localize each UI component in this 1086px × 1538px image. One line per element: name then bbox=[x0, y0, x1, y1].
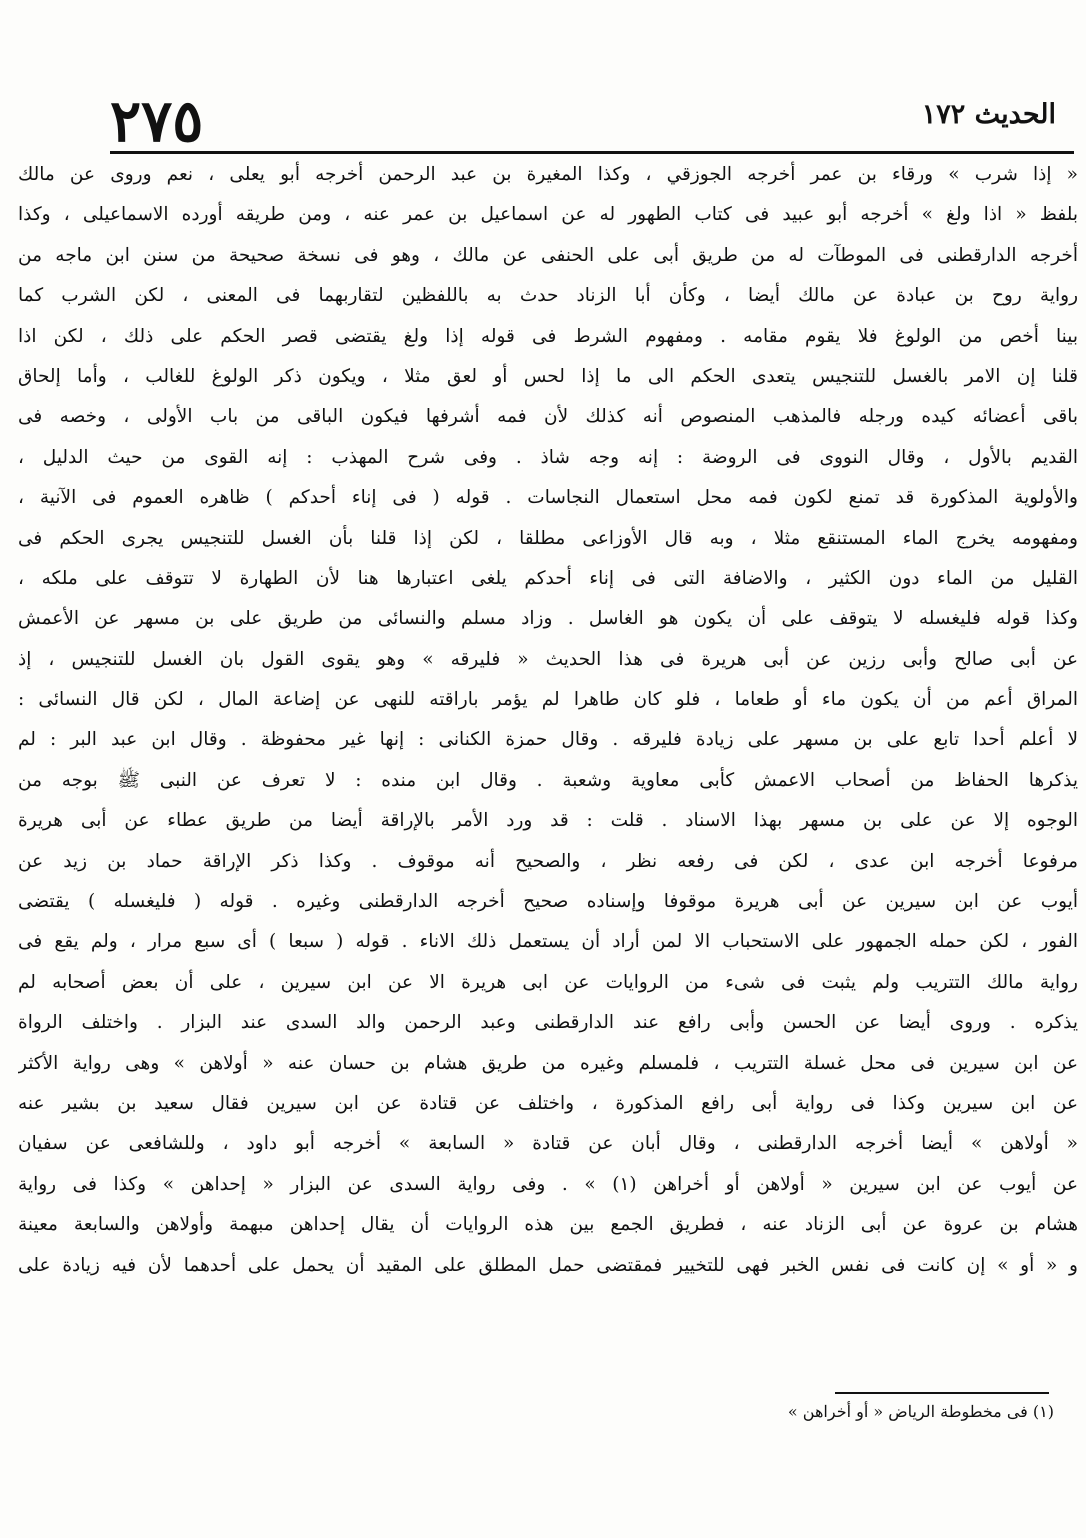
text-line: القديم بالأول ، وقال النووى فى الروضة : إنه وجه شاذ . وفى شرح المهذب : إنه القوى من حيث الدليل ، bbox=[18, 446, 1078, 468]
text-line: و « أو » إن كانت فى نفس الخبر فهى للتخيير فمقتضى حمل المطلق على المقيد أن يحمل على أحدهما لأن فيه زيادة على bbox=[18, 1254, 1078, 1276]
text-line: الفور ، لكن حمله الجمهور على الاستحباب الا لمن أراد أن يستعمل ذلك الاناء . قوله ( سبعا ) أى سبع مرار ، ولم يقع فى bbox=[18, 931, 1078, 953]
text-line: بلفظ « اذا ولغ » أخرجه أبو عبيد فى كتاب الطهور له عن اسماعيل بن عمر عنه ، ومن طريقه أورده الاسماعيلى ، وكذا bbox=[18, 204, 1078, 226]
text-line: عن ابن سيرين وكذا فى رواية أبى رافع المذكورة ، واختلف عن قتادة عن ابن سيرين فقال سعيد بن بشير عنه bbox=[18, 1092, 1078, 1114]
text-line: القليل من الماء دون الكثير ، والاضافة التى فى إناء أحدكم يلغى اعتبارها هنا لأن الطهارة لا تتوقف على ملكه ، bbox=[18, 567, 1078, 589]
text-line: عن أيوب عن ابن سيرين « أولاهن أو أخراهن (١) » . وفى رواية السدى عن البزار « إحداهن » وكذا فى رواية bbox=[18, 1173, 1078, 1195]
text-line: عن ابن سيرين فى محل غسلة التتريب ، فلمسلم وغيره من طريق هشام بن حسان عنه « أولاهن » وهى رواية الأكثر bbox=[18, 1052, 1078, 1074]
page-header bbox=[110, 80, 1056, 155]
text-line: عن أبى صالح وأبى رزين عن أبى هريرة فى هذا الحديث « فليرقه » وهو يقوى القول بان الغسل للتنجيس ، إذ bbox=[18, 648, 1078, 670]
text-line: رواية روح بن عبادة عن مالك أيضا ، وكأن أبا الزناد حدث به باللفظين لتقاربهما فى المعنى ، لكن الشرب كما bbox=[18, 285, 1078, 307]
text-line: وكذا قوله فليغسله لا يتوقف على أن يكون هو الغاسل . وزاد مسلم والنسائى من طريق على بن مسهر عن الأعمش bbox=[18, 608, 1078, 630]
text-line: مرفوعا أخرجه ابن عدى ، لكن فى رفعه نظر ، والصحيح أنه موقوف . وكذا ذكر الإراقة حماد بن زيد عن bbox=[18, 850, 1078, 872]
text-line: يذكره . وروى أيضا عن الحسن وأبى رافع عند الدارقطنى وعبد الرحمن والد السدى عند البزار . واختلف الرواة bbox=[18, 1012, 1078, 1034]
text-line: يذكرها الحفاظ من أصحاب الاعمش كأبى معاوية وشعبة . وقال ابن منده : لا تعرف عن النبى ﷺ بوجه من bbox=[18, 769, 1078, 791]
header-divider bbox=[110, 151, 1074, 154]
text-line: والأولوية المذكورة قد تمنع لكون فمه محل استعمال النجاسات . قوله ( فى إناء أحدكم ) ظاهره العموم فى الآنية ، bbox=[18, 487, 1078, 509]
main-text bbox=[18, 155, 1078, 1286]
text-line: « إذا شرب » ورقاء بن عمر أخرجه الجوزقي ، وكذا المغيرة بن عبد الرحمن أخرجه أبو يعلى ، نعم وروى عن مالك bbox=[18, 164, 1078, 185]
running-head: الحديث ١٧٢ bbox=[921, 99, 1056, 130]
text-line: أخرجه الدارقطنى فى الموطآت له من طريق أبى على الحنفى عن مالك ، وهو فى نسخة صحيحة من سنن ابن ماجه من bbox=[18, 244, 1078, 266]
text-line: باقى أعضائه كيده ورجله فالمذهب المنصوص أنه كذلك لأن فمه أشرفها فيكون الباقى من باب الأولى ، وخصه فى bbox=[18, 406, 1078, 428]
text-line: أيوب عن ابن سيرين عن أبى هريرة موقوفا وإسناده صحيح أخرجه الدارقطنى وغيره . قوله ( فليغسله ) يقتضى bbox=[18, 891, 1078, 913]
text-line: رواية مالك التتريب ولم يثبت فى شىء من الروايات عن ابى هريرة الا عن ابن سيرين ، على أن بعض أصحابه لم bbox=[18, 971, 1078, 993]
text-line: المراق أعم من أن يكون ماء أو طعاما ، فلو كان طاهرا لم يؤمر باراقته للنهى عن إضاعة المال ، لكن قال النسائى : bbox=[18, 689, 1078, 711]
page-number: ٢٧٥ bbox=[110, 87, 204, 155]
text-line: لا أعلم أحدا تابع على بن مسهر على زيادة فليرقه . وقال حمزة الكنانى : إنها غير محفوظة . وقال ابن عبد البر : لم bbox=[18, 729, 1078, 751]
footnote-divider bbox=[835, 1392, 1049, 1394]
footnote: (١) فى مخطوطة الرياض « أو أخراهن » bbox=[787, 1402, 1054, 1421]
text-line: « أولاهن » أيضا أخرجه الدارقطنى ، وقال أبان عن قتادة « السابعة » أخرجه أبو داود ، وللشافعى عن سفيان bbox=[18, 1133, 1078, 1155]
text-line: ومفهومه يخرج الماء المستنقع مثلا ، وبه قال الأوزاعى مطلقا ، لكن إذا قلنا بأن الغسل للتنجيس يجرى الحكم فى bbox=[18, 527, 1078, 549]
text-line: هشام بن عروة عن أبى الزناد عنه ، فطريق الجمع بين هذه الروايات أن يقال إحداهن مبهمة وأولاهن والسابعة معينة bbox=[18, 1214, 1078, 1236]
text-line: الوجوه إلا عن على بن مسهر بهذا الاسناد . قلت : قد ورد الأمر بالإراقة أيضا من طريق عطاء عن أبى هريرة bbox=[18, 810, 1078, 832]
text-line: قلنا إن الامر بالغسل للتنجيس يتعدى الحكم الى ما إذا لحس أو لعق مثلا ، ويكون ذكر الولوغ للغالب ، وأما إلحاق bbox=[18, 365, 1078, 387]
text-line: بينا أخص من الولوغ فلا يقوم مقامه . ومفهوم الشرط فى قوله إذا ولغ يقتضى قصر الحكم على ذلك ، لكن اذا bbox=[18, 325, 1078, 347]
